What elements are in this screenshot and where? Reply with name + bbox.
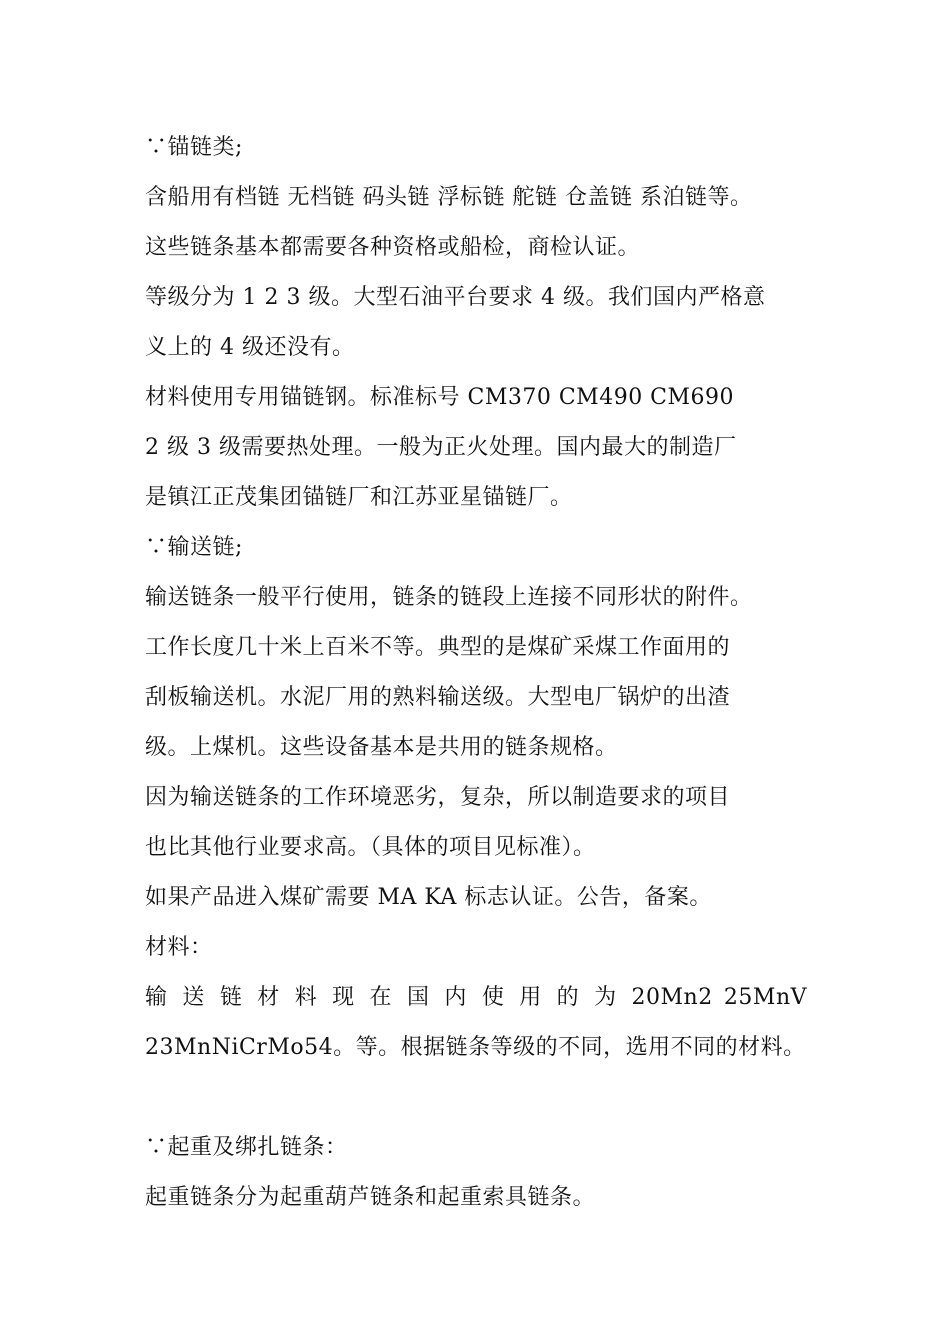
section-heading-lifting-chain: ∵起重及绑扎链条： — [145, 1135, 348, 1160]
paragraph-line: 刮板输送机。水泥厂用的熟料输送级。大型电厂锅炉的出渣 — [145, 685, 731, 710]
paragraph-line: 级。上煤机。这些设备基本是共用的链条规格。 — [145, 735, 618, 760]
section-heading-conveyor-chain: ∵输送链; — [145, 535, 243, 560]
paragraph-line: 如果产品进入煤矿需要 MA KA 标志认证。公告，备案。 — [145, 885, 712, 910]
paragraph-line: 23MnNiCrMo54。等。根据链条等级的不同，选用不同的材料。 — [145, 1035, 806, 1060]
paragraph-line: 等级分为 1 2 3 级。大型石油平台要求 4 级。我们国内严格意 — [145, 285, 766, 310]
paragraph-line: 工作长度几十米上百米不等。典型的是煤矿采煤工作面用的 — [145, 635, 731, 660]
paragraph-line: 起重链条分为起重葫芦链条和起重索具链条。 — [145, 1185, 596, 1210]
paragraph-line: 材料： — [145, 935, 213, 960]
paragraph-line: 是镇江正茂集团锚链厂和江苏亚星锚链厂。 — [145, 485, 573, 510]
paragraph-line: 输送链条一般平行使用，链条的链段上连接不同形状的附件。 — [145, 585, 753, 610]
paragraph-line: 义上的 4 级还没有。 — [145, 335, 355, 360]
paragraph-line: 2 级 3 级需要热处理。一般为正火处理。国内最大的制造厂 — [145, 435, 737, 460]
paragraph-line: 这些链条基本都需要各种资格或船检，商检认证。 — [145, 235, 641, 260]
section-heading-anchor-chain: ∵锚链类; — [145, 135, 243, 160]
paragraph-line: 输 送 链 材 料 现 在 国 内 使 用 的 为 20Mn2 25MnV — [145, 985, 807, 1010]
paragraph-line: 也比其他行业要求高。（具体的项目见标准）。 — [145, 835, 596, 860]
paragraph-line: 因为输送链条的工作环境恶劣，复杂，所以制造要求的项目 — [145, 785, 731, 810]
paragraph-line: 材料使用专用锚链钢。标准标号 CM370 CM490 CM690 — [145, 385, 735, 410]
paragraph-line: 含船用有档链 无档链 码头链 浮标链 舵链 仓盖链 系泊链等。 — [145, 185, 753, 210]
